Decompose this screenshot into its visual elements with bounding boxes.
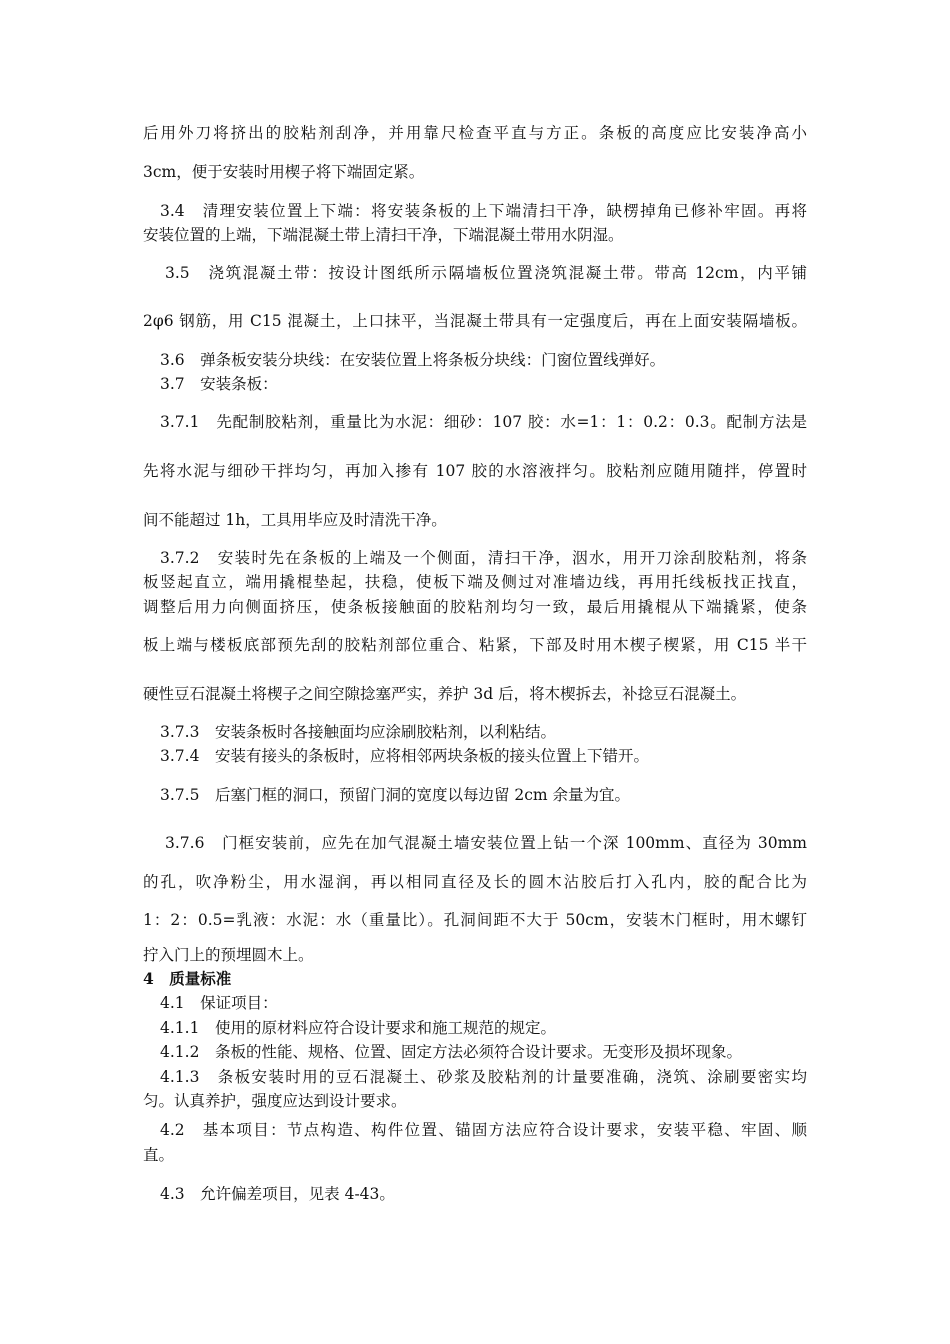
body-line-3-7-2: 3.7.2 安装时先在条板的上端及一个侧面，清扫干净，洇水，用开刀涂刮胶粘剂，将条 bbox=[160, 549, 807, 567]
body-line-3-4: 3.4 清理安装位置上下端：将安装条板的上下端清扫干净，缺楞掉角已修补牢固。再将 bbox=[160, 202, 807, 220]
body-line-4-1-2: 4.1.2 条板的性能、规格、位置、固定方法必须符合设计要求。无变形及损坏现象。 bbox=[160, 1043, 742, 1061]
body-line-4-1-1: 4.1.1 使用的原材料应符合设计要求和施工规范的规定。 bbox=[160, 1019, 556, 1037]
body-line: 直。 bbox=[143, 1146, 175, 1164]
body-line: 板竖起直立，端用撬棍垫起，扶稳，使板下端及侧过对准墙边线，再用托线板找正找直， bbox=[143, 573, 807, 591]
body-line: 2φ6 钢筋，用 C15 混凝土，上口抹平，当混凝土带具有一定强度后，再在上面安装隔墙板。 bbox=[143, 312, 807, 330]
body-line: 硬性豆石混凝土将楔子之间空隙捻塞严实，养护 3d 后，将木楔拆去，补捻豆石混凝土。 bbox=[143, 685, 747, 703]
body-line-3-7-6: 3.7.6 门框安装前，应先在加气混凝土墙安装位置上钻一个深 100mm、直径为 30mm bbox=[165, 834, 807, 852]
body-line: 间不能超过 1h，工具用毕应及时清洗干净。 bbox=[143, 511, 447, 529]
body-line-4-1-3: 4.1.3 条板安装时用的豆石混凝土、砂浆及胶粘剂的计量要准确，浇筑、涂刷要密实均 bbox=[160, 1068, 807, 1086]
section-heading-4: 4 质量标准 bbox=[143, 969, 232, 988]
body-line: 先将水泥与细砂干拌均匀，再加入掺有 107 胶的水溶液拌匀。胶粘剂应随用随拌，停置时 bbox=[143, 462, 807, 480]
body-line: 3cm，便于安装时用楔子将下端固定紧。 bbox=[143, 163, 425, 181]
body-line: 拧入门上的预埋圆木上。 bbox=[143, 946, 314, 964]
body-line-3-7-4: 3.7.4 安装有接头的条板时，应将相邻两块条板的接头位置上下错开。 bbox=[160, 747, 649, 765]
body-line: 匀。认真养护，强度应达到设计要求。 bbox=[143, 1092, 407, 1110]
body-line-3-7-5: 3.7.5 后塞门框的洞口，预留门洞的宽度以每边留 2cm 余量为宜。 bbox=[160, 786, 631, 804]
body-line-4-3: 4.3 允许偏差项目，见表 4-43。 bbox=[160, 1185, 395, 1203]
body-line: 安装位置的上端，下端混凝土带上清扫干净，下端混凝土带用水阴湿。 bbox=[143, 226, 624, 244]
body-line: 后用外刀将挤出的胶粘剂刮净，并用靠尺检查平直与方正。条板的高度应比安装净高小 bbox=[143, 124, 807, 142]
body-line-3-6: 3.6 弹条板安装分块线：在安装位置上将条板分块线：门窗位置线弹好。 bbox=[160, 351, 666, 369]
body-line-3-5: 3.5 浇筑混凝土带：按设计图纸所示隔墙板位置浇筑混凝土带。带高 12cm，内平铺 bbox=[165, 264, 807, 282]
body-line: 调整后用力向侧面挤压，使条板接触面的胶粘剂均匀一致，最后用撬棍从下端撬紧，使条 bbox=[143, 598, 807, 616]
body-line: 的孔，吹净粉尘，用水湿润，再以相同直径及长的圆木沾胶后打入孔内，胶的配合比为 bbox=[143, 873, 807, 891]
body-line-3-7-1: 3.7.1 先配制胶粘剂，重量比为水泥：细砂：107 胶：水=1：1：0.2：0.3。配制方法是 bbox=[160, 413, 807, 431]
body-line: 板上端与楼板底部预先刮的胶粘剂部位重合、粘紧，下部及时用木楔子楔紧，用 C15 半干 bbox=[143, 636, 807, 654]
body-line-4-2: 4.2 基本项目：节点构造、构件位置、锚固方法应符合设计要求，安装平稳、牢固、顺 bbox=[160, 1121, 807, 1139]
body-line-3-7: 3.7 安装条板： bbox=[160, 375, 278, 393]
body-line-3-7-3: 3.7.3 安装条板时各接触面均应涂刷胶粘剂，以利粘结。 bbox=[160, 723, 556, 741]
body-line-4-1: 4.1 保证项目： bbox=[160, 994, 278, 1012]
body-line: 1：2：0.5=乳液：水泥：水（重量比）。孔洞间距不大于 50cm，安装木门框时，用木螺钉 bbox=[143, 911, 807, 929]
